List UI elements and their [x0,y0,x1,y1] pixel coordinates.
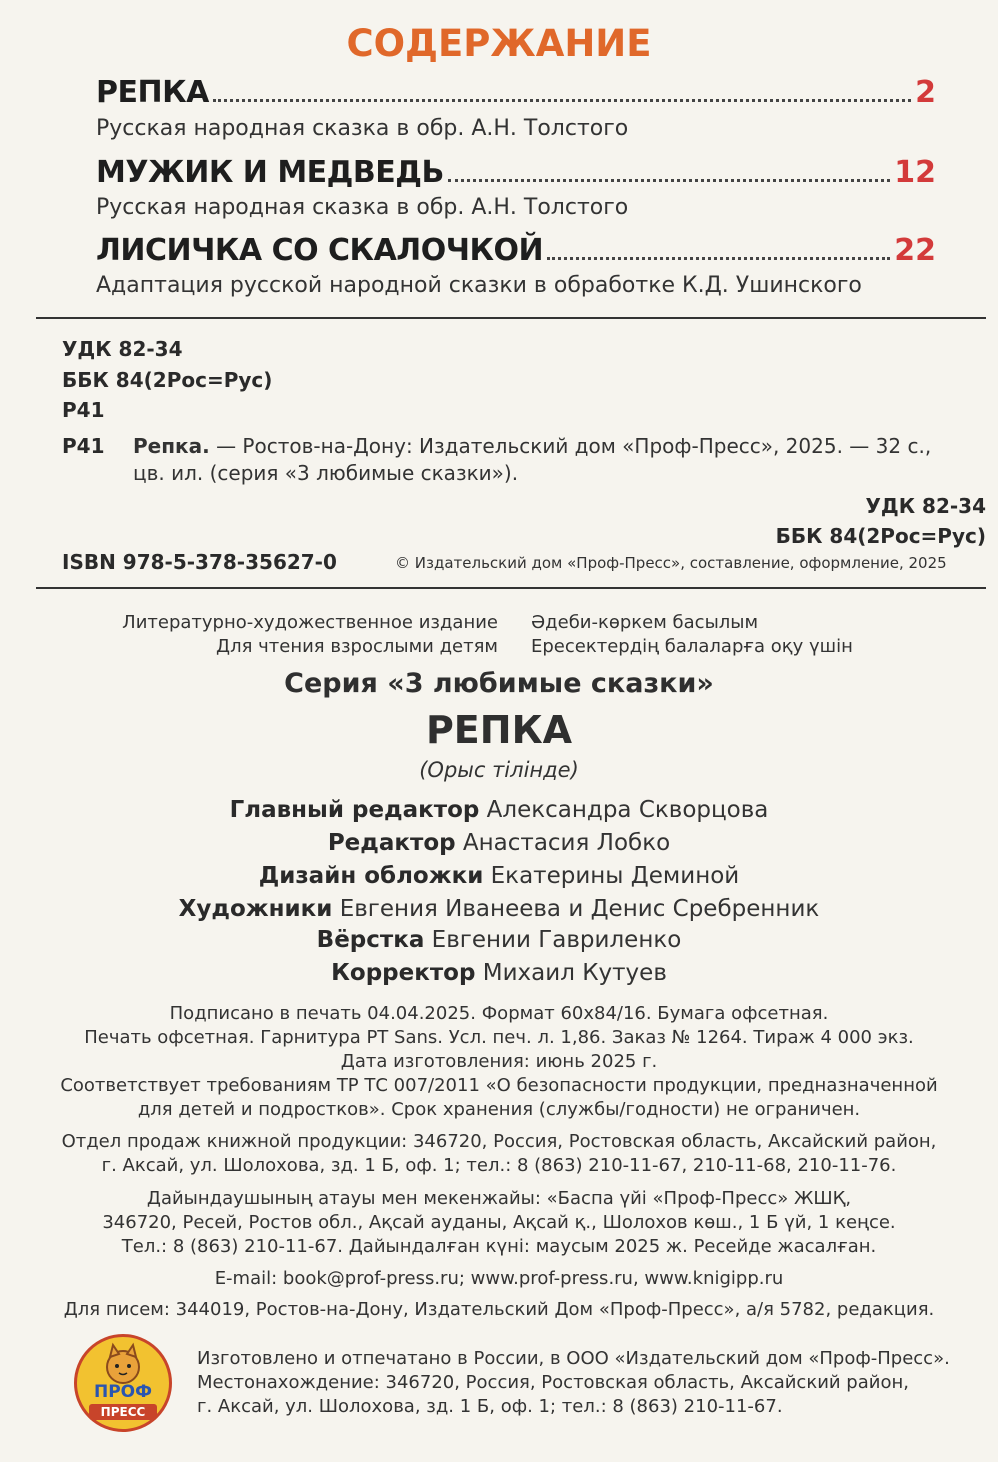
print-info-line: Дата изготовления: июнь 2025 г. [340,1051,658,1072]
credit-line [0,896,998,922]
credit-name: Анастасия Лобко [455,830,671,856]
toc-entry-title: РЕПКА [96,75,209,110]
genre-ru: Литературно-художественное издание [122,612,498,633]
print-info-line: Печать офсетная. Гарнитура PT Sans. Усл. печ. л. 1,86. Заказ № 1264. Тираж 4 000 экз. [84,1027,914,1048]
toc-entry-subtitle: Русская народная сказка в обр. А.Н. Толстого [96,195,629,220]
toc-leader-dots [448,178,890,182]
publisher-logo [74,1334,172,1432]
credit-role: Редактор [327,830,456,856]
isbn: ISBN 978-5-378-35627-0 [62,550,337,574]
logo-text-top: ПРОФ [94,1382,152,1402]
compliance-line: для детей и подростков». Срок хранения (службы/годности) не ограничен. [137,1099,861,1120]
divider [36,587,986,589]
toc-heading: СОДЕРЖАНИЕ [346,22,652,65]
toc-entry-title: ЛИСИЧКА СО СКАЛОЧКОЙ [96,233,544,268]
credit-line [0,797,998,823]
genre-kz: Әдеби-көркем басылым [531,612,759,633]
udk-code: УДК 82-34 [62,337,183,361]
credit-role: Дизайн обложки [258,863,484,889]
credit-name: Александра Скворцова [479,797,769,823]
language-note: (Орыс тілінде) [419,758,579,782]
catalog-entry-line-2: цв. ил. (серия «3 любимые сказки»). [133,461,519,485]
toc-entry-page: 12 [894,155,936,190]
contact-email: E-mail: book@prof-press.ru; www.prof-press.ru, www.knigipp.ru [214,1268,784,1289]
entry-code: Р41 [62,434,105,458]
manufacturer-line: Местонахождение: 346720, Россия, Ростовская область, Аксайский район, [197,1372,909,1393]
toc-leader-dots [213,98,911,102]
catalog-entry-title: Репка. [133,434,210,458]
credit-line [0,863,998,889]
credit-name: Евгения Иванеева и Денис Сребренник [332,896,820,922]
udk-code-right: УДК 82-34 [865,494,986,518]
toc-entry-page: 22 [894,233,936,268]
sales-line: г. Аксай, ул. Шолохова, зд. 1 Б, оф. 1; тел.: 8 (863) 210-11-67, 210-11-68, 210-11-76. [101,1155,897,1176]
credit-line [0,830,998,856]
book-title: РЕПКА [425,708,573,752]
bbk-code: ББК 84(2Рос=Рус) [62,368,273,392]
divider [36,317,986,319]
toc-leader-dots [547,256,890,260]
sales-line: Отдел продаж книжной продукции: 346720, Россия, Ростовская область, Аксайский район, [61,1131,937,1152]
audience-kz: Ересектердің балаларға оқу үшін [531,636,853,657]
credit-name: Екатерины Деминой [483,863,740,889]
credit-name: Михаил Кутуев [475,960,667,986]
series-title: Серия «3 любимые сказки» [284,668,714,699]
postal-address: Для писем: 344019, Ростов-на-Дону, Издательский Дом «Проф-Пресс», а/я 5782, редакция. [63,1299,935,1320]
toc-entry-page: 2 [915,75,936,110]
logo-text-bottom: ПРЕСС [89,1404,157,1420]
credit-line [0,960,998,986]
credit-role: Художники [178,896,333,922]
toc-entry [96,150,936,190]
credit-name: Евгении Гавриленко [424,927,682,953]
credit-role: Вёрстка [316,927,425,953]
credit-role: Корректор [331,960,476,986]
credit-line [0,927,998,953]
manufacturer-line: г. Аксай, ул. Шолохова, зд. 1 Б, оф. 1; тел.: 8 (863) 210-11-67. [197,1396,783,1417]
catalog-entry-text: — Ростов-на-Дону: Издательский дом «Проф-Пресс», 2025. — 32 с., [209,434,932,458]
manufacturer-line: Изготовлено и отпечатано в России, в ООО «Издательский дом «Проф-Пресс». [197,1348,950,1369]
compliance-line: Соответствует требованиям ТР ТС 007/2011 «О безопасности продукции, предназначенной [60,1075,938,1096]
author-code: Р41 [62,398,105,422]
kz-info-line: Дайындаушының атауы мен мекенжайы: «Баспа үйі «Проф-Пресс» ЖШҚ, [146,1188,852,1209]
kz-info-line: 346720, Ресей, Ростов обл., Ақсай ауданы, Ақсай қ., Шолохов көш., 1 Б үй, 1 кеңсе. [102,1212,896,1233]
bbk-code-right: ББК 84(2Рос=Рус) [775,524,986,548]
catalog-entry-line-1 [133,434,931,458]
toc-entry-title: МУЖИК И МЕДВЕДЬ [96,155,444,190]
copyright-notice: © Издательский дом «Проф-Пресс», составление, оформление, 2025 [395,554,947,572]
toc-entry [96,70,936,110]
toc-entry [96,228,936,268]
toc-entry-subtitle: Адаптация русской народной сказки в обработке К.Д. Ушинского [96,273,862,298]
credit-role: Главный редактор [229,797,480,823]
toc-entry-subtitle: Русская народная сказка в обр. А.Н. Толстого [96,116,629,141]
print-info-line: Подписано в печать 04.04.2025. Формат 60х84/16. Бумага офсетная. [169,1003,829,1024]
kz-info-line: Тел.: 8 (863) 210-11-67. Дайындалған күні: маусым 2025 ж. Ресейде жасалған. [121,1236,877,1257]
audience-ru: Для чтения взрослыми детям [216,636,498,657]
